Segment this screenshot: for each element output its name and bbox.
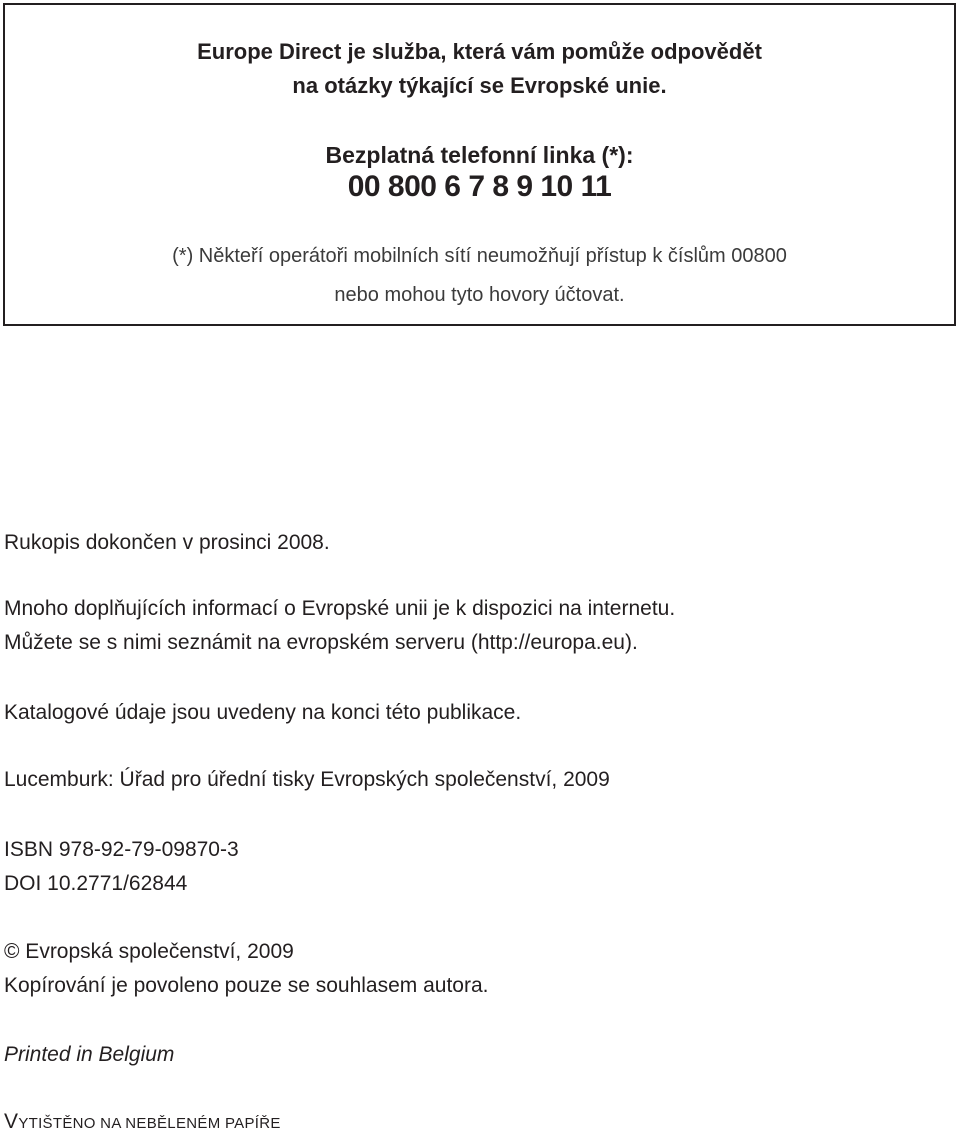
paper-notice-initial: V bbox=[4, 1110, 19, 1133]
reproduction-notice: Kopírování je povoleno pouze se souhlasem autora. bbox=[4, 974, 489, 997]
manuscript-date: Rukopis dokončen v prosinci 2008. bbox=[4, 531, 330, 554]
footnote-line-1: (*) Někteří operátoři mobilních sítí neumožňují přístup k číslům 00800 bbox=[172, 245, 787, 267]
europe-direct-info-box bbox=[3, 3, 956, 326]
intro-line-1: Europe Direct je služba, která vám pomůže odpovědět bbox=[197, 39, 762, 64]
more-info-line-2: Můžete se s nimi seznámit na evropském serveru (http://europa.eu). bbox=[4, 631, 638, 654]
paper-notice-rest: YTIŠTĚNO NA NEBĚLENÉM PAPÍŘE bbox=[18, 1115, 281, 1132]
more-info-line-1: Mnoho doplňujících informací o Evropské unii je k dispozici na internetu. bbox=[4, 597, 676, 620]
printed-in: Printed in Belgium bbox=[4, 1043, 175, 1066]
publisher-line: Lucemburk: Úřad pro úřední tisky Evropských společenství, 2009 bbox=[4, 768, 610, 791]
phone-number: 00 800 6 7 8 9 10 11 bbox=[347, 170, 612, 203]
catalogue-note: Katalogové údaje jsou uvedeny na konci této publikace. bbox=[4, 701, 522, 724]
paper-notice bbox=[4, 1107, 281, 1139]
footnote-line-2: nebo mohou tyto hovory účtovat. bbox=[334, 284, 625, 306]
phone-label: Bezplatná telefonní linka (*): bbox=[325, 142, 634, 168]
copyright-line: © Evropská společenství, 2009 bbox=[4, 940, 294, 963]
intro-line-2: na otázky týkající se Evropské unie. bbox=[292, 73, 667, 98]
doi: DOI 10.2771/62844 bbox=[4, 872, 188, 895]
isbn: ISBN 978-92-79-09870-3 bbox=[4, 838, 239, 861]
